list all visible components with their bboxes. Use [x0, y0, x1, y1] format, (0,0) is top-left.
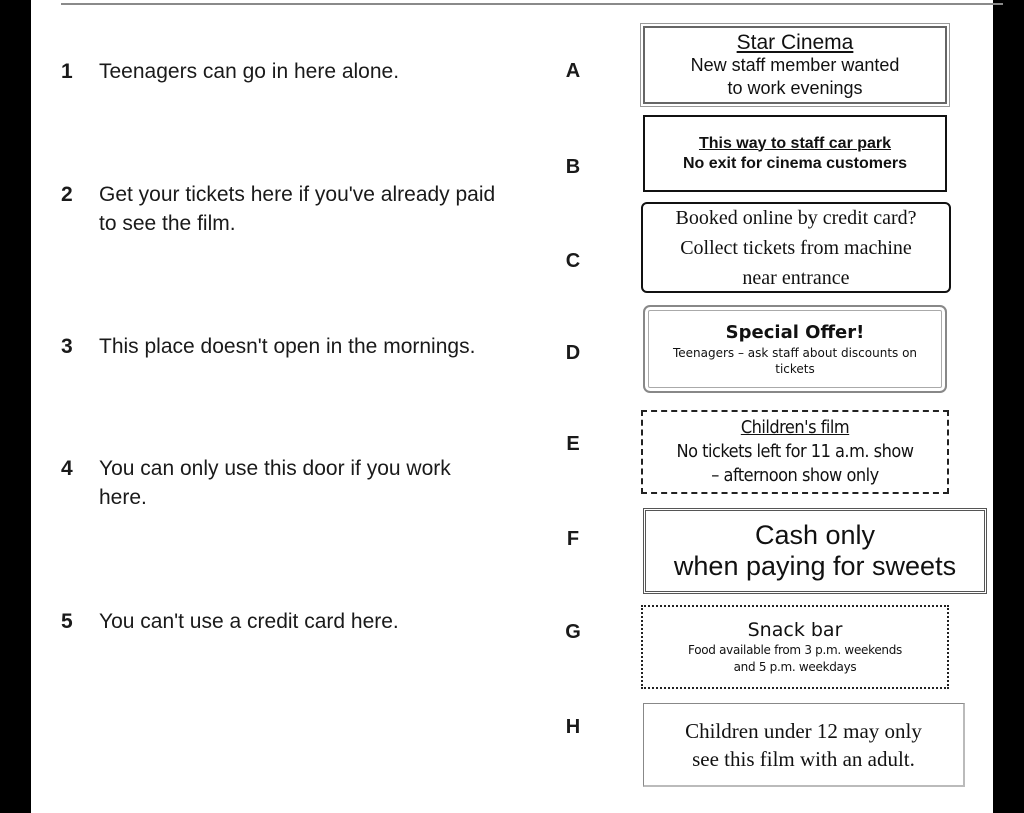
sign-a	[643, 26, 947, 104]
question-number: 3	[61, 335, 73, 358]
sign-line: to work evenings	[727, 77, 863, 98]
sign-line: Booked online by credit card?	[675, 206, 917, 229]
sign-b	[643, 115, 947, 192]
question-text: Get your tickets here if you've already paid to see the film.	[99, 183, 496, 235]
question-number: 5	[61, 610, 73, 633]
sign-h	[643, 703, 965, 787]
question-number: 2	[61, 183, 73, 206]
worksheet-page	[31, 0, 993, 813]
question-text: Teenagers can go in here alone.	[99, 60, 400, 83]
sign-heading: Star Cinema	[736, 30, 854, 54]
question-text: This place doesn't open in the mornings.	[99, 335, 476, 358]
sign-heading: This way to staff car park	[698, 134, 892, 152]
option-letter-h: H	[565, 716, 581, 738]
sign-line: see this film with an adult.	[692, 746, 915, 771]
question-text: You can only use this door if you work here.	[99, 457, 451, 509]
sign-line: near entrance	[742, 266, 850, 289]
sign-c	[641, 202, 951, 293]
sign-line: Children under 12 may only	[685, 718, 922, 743]
sign-line: Cash only	[754, 520, 876, 550]
sign-line: and 5 p.m. weekdays	[733, 659, 857, 674]
sign-line: No exit for cinema customers	[682, 154, 908, 172]
option-letter-c: C	[565, 250, 581, 272]
option-letter-a: A	[565, 60, 581, 82]
sign-line: New staff member wanted	[690, 54, 900, 75]
sign-e	[641, 410, 949, 494]
sign-f	[643, 508, 987, 594]
option-letter-f: F	[566, 528, 580, 550]
option-letter-g: G	[565, 621, 581, 643]
sign-heading: Children's film	[740, 417, 850, 438]
sign-d	[643, 305, 947, 393]
sign-line: No tickets left for 11 a.m. show	[676, 441, 914, 462]
option-letter-b: B	[565, 156, 581, 178]
option-letter-e: E	[566, 433, 580, 455]
sign-line: Teenagers – ask staff about discounts on tickets	[672, 346, 918, 376]
top-divider	[61, 3, 1003, 5]
sign-g	[641, 605, 949, 689]
option-letter-d: D	[565, 342, 581, 364]
question-number: 4	[61, 457, 73, 480]
sign-line: when paying for sweets	[673, 551, 957, 581]
question-number: 1	[61, 60, 73, 83]
sign-line: Collect tickets from machine	[680, 236, 912, 259]
sign-line: Food available from 3 p.m. weekends	[688, 642, 902, 657]
sign-line: – afternoon show only	[711, 465, 879, 486]
sign-heading: Snack bar	[747, 618, 843, 641]
sign-heading: Special Offer!	[725, 322, 865, 343]
question-text: You can't use a credit card here.	[99, 610, 399, 633]
